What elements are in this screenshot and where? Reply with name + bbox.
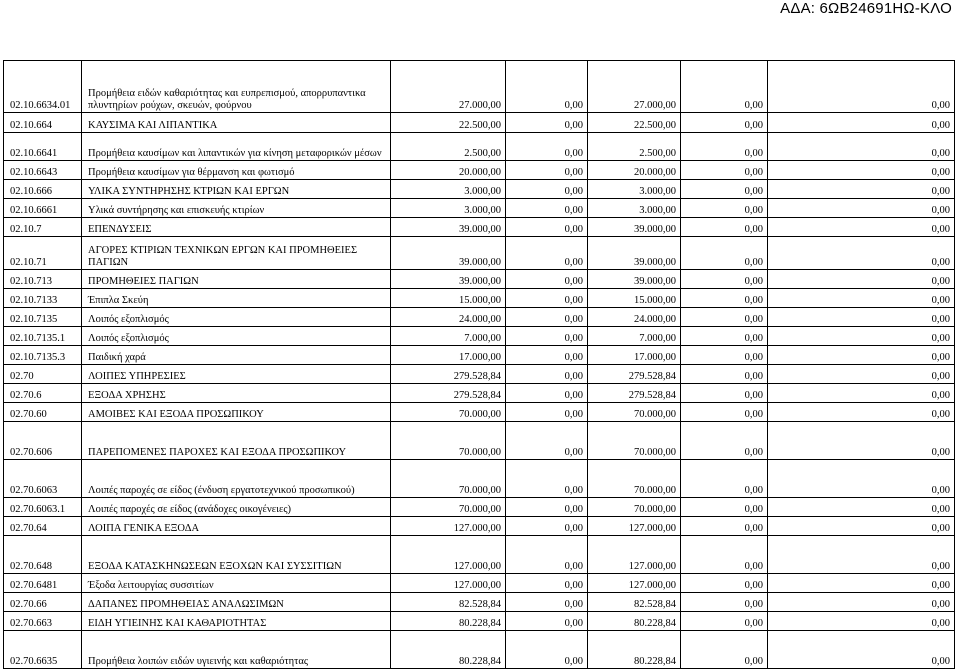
account-code-cell: 02.70.6063.1 <box>4 498 82 517</box>
description-cell: Λοιπός εξοπλισμός <box>82 308 391 327</box>
amount-cell: 0,00 <box>681 161 768 180</box>
amount-cell: 0,00 <box>506 460 588 498</box>
description-cell: ΚΑΥΣΙΜΑ ΚΑΙ ΛΙΠΑΝΤΙΚΑ <box>82 113 391 133</box>
amount-cell: 0,00 <box>681 498 768 517</box>
description-cell: Προμήθεια ειδών καθαριότητας και ευπρεπισμού, απορρυπαντικα πλυντηρίων ρούχων, σκευών, φούρνου <box>82 61 391 113</box>
amount-cell: 0,00 <box>768 133 955 161</box>
amount-cell: 80.228,84 <box>588 612 681 631</box>
amount-cell: 17.000,00 <box>391 346 506 365</box>
amount-cell: 0,00 <box>768 536 955 574</box>
amount-cell: 3.000,00 <box>588 180 681 199</box>
amount-cell: 0,00 <box>681 593 768 612</box>
amount-cell: 0,00 <box>681 270 768 289</box>
amount-cell: 127.000,00 <box>391 574 506 593</box>
amount-cell: 0,00 <box>506 384 588 403</box>
amount-cell: 0,00 <box>681 113 768 133</box>
table-row <box>4 133 955 161</box>
account-code-cell: 02.10.7 <box>4 218 82 237</box>
ada-identifier: ΑΔΑ: 6ΩΒ24691ΗΩ-ΚΛΟ <box>780 0 952 17</box>
account-code-cell: 02.70.6 <box>4 384 82 403</box>
amount-cell: 22.500,00 <box>391 113 506 133</box>
budget-table-body <box>4 61 955 669</box>
description-cell: Λοιπές παροχές σε είδος (ανάδοχες οικογένειες) <box>82 498 391 517</box>
amount-cell: 0,00 <box>681 180 768 199</box>
amount-cell: 24.000,00 <box>588 308 681 327</box>
account-code-cell: 02.10.7135.1 <box>4 327 82 346</box>
table-row <box>4 180 955 199</box>
account-code-cell: 02.10.713 <box>4 270 82 289</box>
amount-cell: 0,00 <box>681 346 768 365</box>
amount-cell: 0,00 <box>768 346 955 365</box>
account-code-cell: 02.10.6634.01 <box>4 61 82 113</box>
description-cell: Υλικά συντήρησης και επισκευής κτιρίων <box>82 199 391 218</box>
amount-cell: 0,00 <box>768 593 955 612</box>
amount-cell: 39.000,00 <box>588 218 681 237</box>
account-code-cell: 02.10.666 <box>4 180 82 199</box>
amount-cell: 70.000,00 <box>391 498 506 517</box>
table-row <box>4 498 955 517</box>
amount-cell: 127.000,00 <box>588 517 681 536</box>
amount-cell: 24.000,00 <box>391 308 506 327</box>
budget-sheet <box>3 60 955 666</box>
table-row <box>4 61 955 113</box>
description-cell: Παιδική χαρά <box>82 346 391 365</box>
amount-cell: 0,00 <box>768 612 955 631</box>
table-row <box>4 422 955 460</box>
amount-cell: 0,00 <box>506 422 588 460</box>
amount-cell: 0,00 <box>506 289 588 308</box>
amount-cell: 7.000,00 <box>391 327 506 346</box>
amount-cell: 80.228,84 <box>391 631 506 669</box>
amount-cell: 0,00 <box>768 161 955 180</box>
amount-cell: 7.000,00 <box>588 327 681 346</box>
amount-cell: 0,00 <box>768 289 955 308</box>
amount-cell: 80.228,84 <box>588 631 681 669</box>
table-row <box>4 270 955 289</box>
amount-cell: 0,00 <box>768 113 955 133</box>
amount-cell: 20.000,00 <box>391 161 506 180</box>
amount-cell: 127.000,00 <box>588 536 681 574</box>
account-code-cell: 02.10.6641 <box>4 133 82 161</box>
amount-cell: 0,00 <box>681 460 768 498</box>
amount-cell: 0,00 <box>768 517 955 536</box>
amount-cell: 82.528,84 <box>391 593 506 612</box>
amount-cell: 0,00 <box>768 327 955 346</box>
description-cell: ΛΟΙΠΕΣ ΥΠΗΡΕΣΙΕΣ <box>82 365 391 384</box>
amount-cell: 0,00 <box>506 612 588 631</box>
amount-cell: 0,00 <box>681 365 768 384</box>
account-code-cell: 02.10.71 <box>4 237 82 270</box>
table-row <box>4 631 955 669</box>
table-row <box>4 308 955 327</box>
amount-cell: 0,00 <box>768 498 955 517</box>
description-cell: Προμήθεια καυσίμων για θέρμανση και φωτισμό <box>82 161 391 180</box>
account-code-cell: 02.70.606 <box>4 422 82 460</box>
amount-cell: 0,00 <box>681 327 768 346</box>
amount-cell: 0,00 <box>768 365 955 384</box>
amount-cell: 0,00 <box>681 289 768 308</box>
amount-cell: 39.000,00 <box>391 218 506 237</box>
account-code-cell: 02.70.64 <box>4 517 82 536</box>
amount-cell: 0,00 <box>681 237 768 270</box>
table-row <box>4 289 955 308</box>
amount-cell: 70.000,00 <box>391 460 506 498</box>
table-row <box>4 612 955 631</box>
amount-cell: 15.000,00 <box>588 289 681 308</box>
amount-cell: 0,00 <box>506 218 588 237</box>
amount-cell: 0,00 <box>768 403 955 422</box>
account-code-cell: 02.70.648 <box>4 536 82 574</box>
amount-cell: 0,00 <box>506 403 588 422</box>
account-code-cell: 02.10.7133 <box>4 289 82 308</box>
amount-cell: 80.228,84 <box>391 612 506 631</box>
amount-cell: 127.000,00 <box>391 536 506 574</box>
table-row <box>4 346 955 365</box>
table-row <box>4 327 955 346</box>
amount-cell: 70.000,00 <box>391 403 506 422</box>
account-code-cell: 02.70.6063 <box>4 460 82 498</box>
amount-cell: 0,00 <box>768 270 955 289</box>
amount-cell: 0,00 <box>506 237 588 270</box>
amount-cell: 279.528,84 <box>391 365 506 384</box>
amount-cell: 0,00 <box>768 237 955 270</box>
amount-cell: 17.000,00 <box>588 346 681 365</box>
amount-cell: 0,00 <box>506 133 588 161</box>
amount-cell: 0,00 <box>681 422 768 460</box>
amount-cell: 0,00 <box>681 199 768 218</box>
account-code-cell: 02.10.664 <box>4 113 82 133</box>
amount-cell: 279.528,84 <box>391 384 506 403</box>
amount-cell: 22.500,00 <box>588 113 681 133</box>
amount-cell: 0,00 <box>681 612 768 631</box>
amount-cell: 0,00 <box>506 308 588 327</box>
description-cell: ΕΞΟΔΑ ΚΑΤΑΣΚΗΝΩΣΕΩΝ ΕΞΟΧΩΝ ΚΑΙ ΣΥΣΣΙΤΙΩΝ <box>82 536 391 574</box>
amount-cell: 27.000,00 <box>391 61 506 113</box>
table-row <box>4 536 955 574</box>
amount-cell: 0,00 <box>768 218 955 237</box>
amount-cell: 0,00 <box>768 574 955 593</box>
amount-cell: 0,00 <box>506 498 588 517</box>
amount-cell: 3.000,00 <box>391 180 506 199</box>
amount-cell: 39.000,00 <box>391 270 506 289</box>
amount-cell: 0,00 <box>768 384 955 403</box>
table-row <box>4 237 955 270</box>
amount-cell: 2.500,00 <box>588 133 681 161</box>
amount-cell: 27.000,00 <box>588 61 681 113</box>
amount-cell: 0,00 <box>506 61 588 113</box>
table-row <box>4 460 955 498</box>
description-cell: Προμήθεια λοιπών ειδών υγιεινής και καθαριότητας <box>82 631 391 669</box>
amount-cell: 127.000,00 <box>391 517 506 536</box>
description-cell: ΠΑΡΕΠΟΜΕΝΕΣ ΠΑΡΟΧΕΣ ΚΑΙ ΕΞΟΔΑ ΠΡΟΣΩΠΙΚΟΥ <box>82 422 391 460</box>
account-code-cell: 02.70.66 <box>4 593 82 612</box>
amount-cell: 0,00 <box>768 199 955 218</box>
amount-cell: 70.000,00 <box>588 498 681 517</box>
table-row <box>4 113 955 133</box>
amount-cell: 2.500,00 <box>391 133 506 161</box>
account-code-cell: 02.70.6481 <box>4 574 82 593</box>
amount-cell: 0,00 <box>506 631 588 669</box>
amount-cell: 39.000,00 <box>588 270 681 289</box>
account-code-cell: 02.70 <box>4 365 82 384</box>
amount-cell: 0,00 <box>681 61 768 113</box>
description-cell: Λοιπές παροχές σε είδος (ένδυση εργατοτεχνικού προσωπικού) <box>82 460 391 498</box>
amount-cell: 0,00 <box>681 384 768 403</box>
amount-cell: 0,00 <box>681 574 768 593</box>
account-code-cell: 02.10.7135.3 <box>4 346 82 365</box>
amount-cell: 0,00 <box>506 346 588 365</box>
table-row <box>4 384 955 403</box>
description-cell: ΑΓΟΡΕΣ ΚΤΙΡΙΩΝ ΤΕΧΝΙΚΩΝ ΕΡΓΩΝ ΚΑΙ ΠΡΟΜΗΘΕΙΕΣ ΠΑΓΙΩΝ <box>82 237 391 270</box>
amount-cell: 0,00 <box>768 631 955 669</box>
amount-cell: 0,00 <box>768 422 955 460</box>
amount-cell: 70.000,00 <box>588 422 681 460</box>
account-code-cell: 02.10.6661 <box>4 199 82 218</box>
amount-cell: 3.000,00 <box>391 199 506 218</box>
description-cell: ΑΜΟΙΒΕΣ ΚΑΙ ΕΞΟΔΑ ΠΡΟΣΩΠΙΚΟΥ <box>82 403 391 422</box>
amount-cell: 0,00 <box>681 536 768 574</box>
amount-cell: 0,00 <box>681 218 768 237</box>
amount-cell: 70.000,00 <box>391 422 506 460</box>
amount-cell: 0,00 <box>506 517 588 536</box>
amount-cell: 0,00 <box>506 327 588 346</box>
amount-cell: 0,00 <box>768 460 955 498</box>
amount-cell: 0,00 <box>506 574 588 593</box>
amount-cell: 0,00 <box>681 517 768 536</box>
amount-cell: 0,00 <box>506 365 588 384</box>
description-cell: ΠΡΟΜΗΘΕΙΕΣ ΠΑΓΙΩΝ <box>82 270 391 289</box>
amount-cell: 82.528,84 <box>588 593 681 612</box>
amount-cell: 279.528,84 <box>588 384 681 403</box>
table-row <box>4 574 955 593</box>
table-row <box>4 218 955 237</box>
account-code-cell: 02.10.6643 <box>4 161 82 180</box>
amount-cell: 0,00 <box>506 180 588 199</box>
amount-cell: 0,00 <box>506 593 588 612</box>
description-cell: Λοιπός εξοπλισμός <box>82 327 391 346</box>
amount-cell: 0,00 <box>681 133 768 161</box>
description-cell: ΥΛΙΚΑ ΣΥΝΤΗΡΗΣΗΣ ΚΤΡΙΩΝ ΚΑΙ ΕΡΓΩΝ <box>82 180 391 199</box>
description-cell: Προμήθεια καυσίμων και λιπαντικών για κίνηση μεταφορικών μέσων <box>82 133 391 161</box>
amount-cell: 0,00 <box>768 61 955 113</box>
amount-cell: 0,00 <box>681 403 768 422</box>
amount-cell: 70.000,00 <box>588 403 681 422</box>
budget-table <box>3 60 955 669</box>
table-row <box>4 593 955 612</box>
amount-cell: 279.528,84 <box>588 365 681 384</box>
account-code-cell: 02.70.6635 <box>4 631 82 669</box>
description-cell: ΕΙΔΗ ΥΓΙΕΙΝΗΣ ΚΑΙ ΚΑΘΑΡΙΟΤΗΤΑΣ <box>82 612 391 631</box>
table-row <box>4 161 955 180</box>
description-cell: Έπιπλα Σκεύη <box>82 289 391 308</box>
amount-cell: 39.000,00 <box>588 237 681 270</box>
amount-cell: 127.000,00 <box>588 574 681 593</box>
amount-cell: 0,00 <box>506 270 588 289</box>
amount-cell: 0,00 <box>768 180 955 199</box>
account-code-cell: 02.70.60 <box>4 403 82 422</box>
amount-cell: 0,00 <box>681 308 768 327</box>
amount-cell: 70.000,00 <box>588 460 681 498</box>
amount-cell: 20.000,00 <box>588 161 681 180</box>
amount-cell: 39.000,00 <box>391 237 506 270</box>
description-cell: Έξοδα λειτουργίας συσσιτίων <box>82 574 391 593</box>
amount-cell: 3.000,00 <box>588 199 681 218</box>
table-row <box>4 199 955 218</box>
description-cell: ΕΠΕΝΔΥΣΕΙΣ <box>82 218 391 237</box>
description-cell: ΔΑΠΑΝΕΣ ΠΡΟΜΗΘΕΙΑΣ ΑΝΑΛΩΣΙΜΩΝ <box>82 593 391 612</box>
account-code-cell: 02.70.663 <box>4 612 82 631</box>
description-cell: ΛΟΙΠΑ ΓΕΝΙΚΑ ΕΞΟΔΑ <box>82 517 391 536</box>
account-code-cell: 02.10.7135 <box>4 308 82 327</box>
amount-cell: 0,00 <box>506 161 588 180</box>
amount-cell: 0,00 <box>506 199 588 218</box>
table-row <box>4 365 955 384</box>
amount-cell: 0,00 <box>681 631 768 669</box>
amount-cell: 0,00 <box>768 308 955 327</box>
amount-cell: 0,00 <box>506 536 588 574</box>
amount-cell: 0,00 <box>506 113 588 133</box>
amount-cell: 15.000,00 <box>391 289 506 308</box>
table-row <box>4 403 955 422</box>
description-cell: ΕΞΟΔΑ ΧΡΗΣΗΣ <box>82 384 391 403</box>
table-row <box>4 517 955 536</box>
